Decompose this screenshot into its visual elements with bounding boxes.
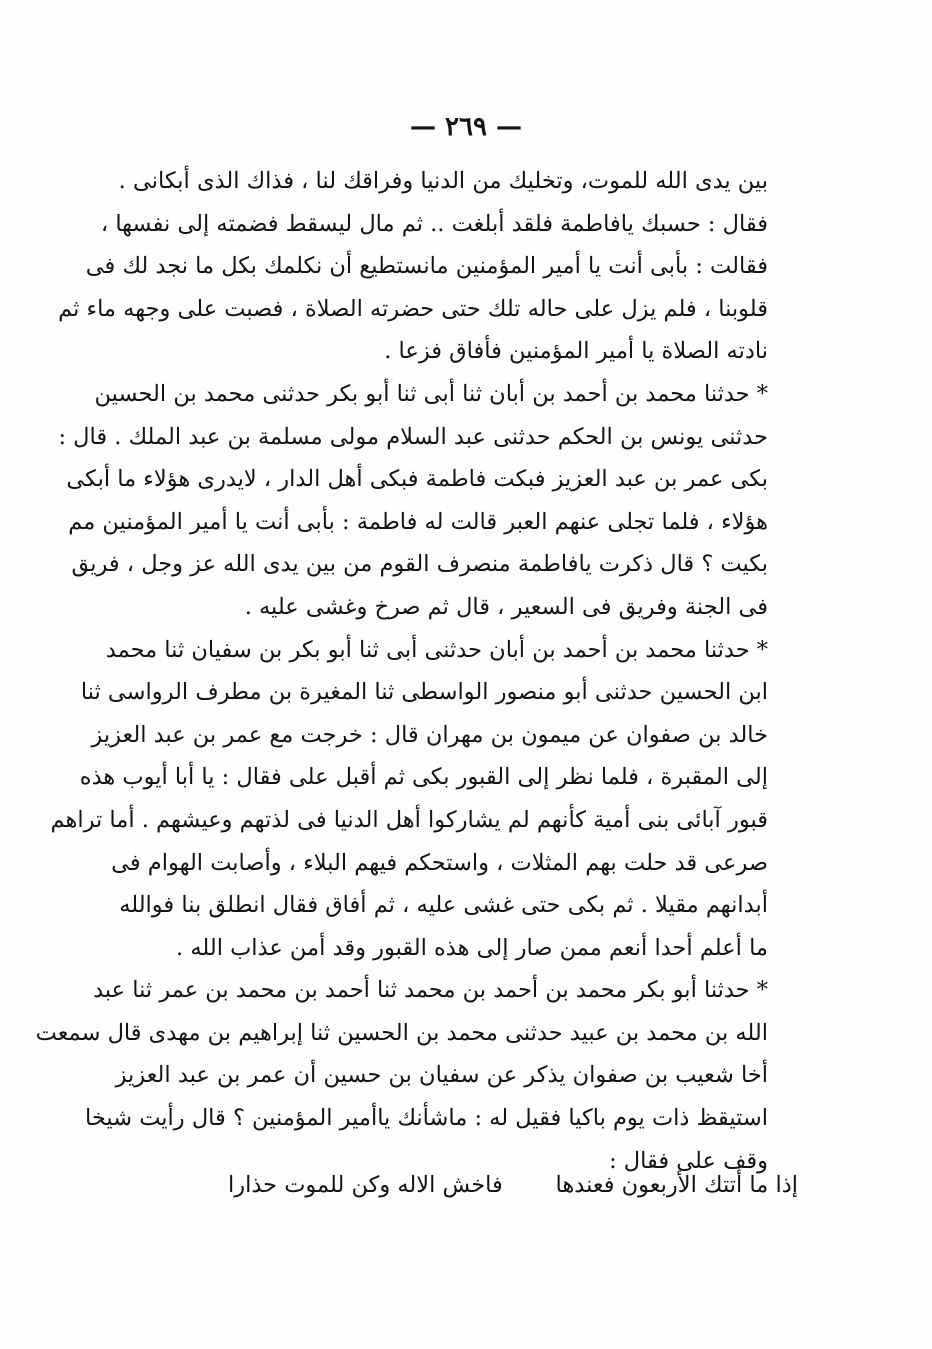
text-line: بكيت ؟ قال ذكرت يافاطمة منصرف القوم من بين يدى الله عز وجل ، فريق (71, 551, 768, 578)
text-line: وقف على فقال : (609, 1147, 768, 1174)
body-text (35, 160, 768, 1182)
page-number: — ٢٦٩ — (409, 112, 523, 142)
text-line: قلوبنا ، فلم يزل على حاله تلك حتى حضرته الصلاة ، فصبت على وجهه ماء ثم (58, 295, 768, 322)
text-line: بكى عمر بن عبد العزيز فبكت فاطمة فبكى أهل الدار ، لايدرى هؤلاء ما أبكى (66, 466, 768, 493)
text-line: إلى المقبرة ، فلما نظر إلى القبور بكى ثم أقبل على فقال : يا أبا أيوب هذه (79, 764, 768, 791)
text-line: نادته الصلاة يا أمير المؤمنين فأفاق فزعا . (384, 338, 768, 365)
text-line: * حدثنا محمد بن أحمد بن أبان ثنا أبى ثنا أبو بكر حدثنى محمد بن الحسين (94, 380, 768, 407)
text-line: ما أعلم أحدا أنعم ممن صار إلى هذه القبور وقد أمن عذاب الله . (176, 934, 768, 961)
text-line: حدثنى يونس بن الحكم حدثنى عبد السلام مولى مسلمة بن عبد الملك . قال : (58, 423, 768, 450)
text-line: أخا شعيب بن صفوان يذكر عن سفيان بن حسين أن عمر بن عبد العزيز (115, 1062, 768, 1089)
text-line: ابن الحسين حدثنى أبو منصور الواسطى ثنا المغيرة بن مطرف الرواسى ثنا (80, 679, 768, 706)
text-line: صرعى قد حلت بهم المثلات ، واستحكم فيهم البلاء ، وأصابت الهوام فى (111, 849, 768, 876)
poem-verse (228, 1164, 798, 1206)
text-line: * حدثنا أبو بكر محمد بن أحمد بن محمد ثنا أحمد بن محمد بن عمر ثنا عبد (93, 977, 768, 1004)
text-line: فى الجنة وفريق فى السعير ، قال ثم صرخ وغشى عليه . (244, 593, 768, 620)
text-line: استيقظ ذات يوم باكيا فقيل له : ماشأنك ياأمير المؤمنين ؟ قال رأيت شيخا (85, 1105, 768, 1132)
text-line: هؤلاء ، فلما تجلى عنهم العبر قالت له فاطمة : بأبى أنت يا أمير المؤمنين مم (68, 508, 768, 535)
text-line: خالد بن صفوان عن ميمون بن مهران قال : خرجت مع عمر بن عبد العزيز (91, 721, 768, 748)
verse-second-hemistich: فاخش الاله وكن للموت حذارا (228, 1172, 503, 1198)
text-line: الله بن محمد بن عبيد حدثنى محمد بن الحسين ثنا إبراهيم بن مهدى قال سمعت (35, 1019, 768, 1046)
text-line: فقال : حسبك يافاطمة فلقد أبلغت .. ثم مال ليسقط فضمته إلى نفسها ، (100, 210, 768, 237)
verse-first-hemistich: إذا ما أتتك الأربعون فعندها (555, 1172, 798, 1198)
text-line: * حدثنا محمد بن أحمد بن أبان حدثنى أبى ثنا أبو بكر بن سفيان ثنا محمد (105, 636, 768, 663)
text-line: قبور آبائى بنى أمية كأنهم لم يشاركوا أهل الدنيا فى لذتهم وعيشهم . أما تراهم (50, 806, 768, 833)
text-line: أبدانهم مقيلا . ثم بكى حتى غشى عليه ، ثم أفاق فقال انطلق بنا فوالله (119, 892, 768, 919)
text-line: فقالت : بأبى أنت يا أمير المؤمنين مانستطيع أن نكلمك بكل ما نجد لك فى (85, 253, 768, 280)
text-line: بين يدى الله للموت، وتخليك من الدنيا وفراقك لنا ، فذاك الذى أبكانى . (118, 168, 768, 194)
